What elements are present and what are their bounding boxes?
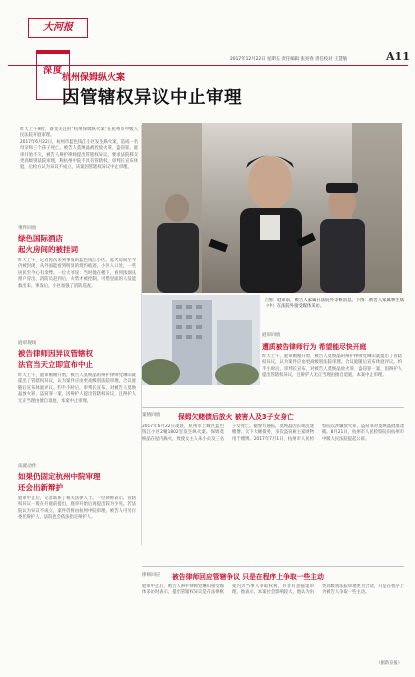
lower-rule <box>142 566 404 567</box>
lawyer-response-kicker: 律师回应 <box>142 573 161 578</box>
section-2-subtitle: 法官当天立即宣布中止 <box>18 360 93 369</box>
case-review-text: 2017年6月22日凌晨，杭州市上城区蓝色钱江小区2幢1802室发生纵火案。保姆莫焕晶在屋内纵火，致使女主人朱小贞及三名子女死亡。据警方通报，莫焕晶因长期沉迷赌博，欠下大额债务，多次盗窃雇主家财物用于赌博。2017年7月1日，杭州市人民检察院以涉嫌放火罪、盗窃罪对莫焕晶批准逮捕。8月21日，杭州市人民检察院向杭州市中级人民法院提起公诉。 <box>142 424 404 442</box>
photo-caption: 上图：庭审前，被告人家属在法院外等候消息。下图：被害人家属林生斌（中）在法院外接受媒体采访。 <box>264 298 404 310</box>
quote-box-text: 昨天上午，庭审刚刚开始，被告人莫焕晶的辩护律师党琳山就提出了管辖权异议，认为案件应由更高级别法院审理。合议庭随后宣布休庭评议。约半小时后，审判长宣布，对被告人莫焕晶放火罪、盗窃罪一案，因辩护人提出管辖权异议，且辩护人无正当理由擅自退庭，本案中止审理。 <box>262 354 402 379</box>
date-line: 2017年12月22日 星期五 责任编辑 张亮春 责任校对 王慧敏 <box>230 57 348 62</box>
section-2 <box>18 340 138 455</box>
section-3-subtitle: 还会出新辩护 <box>18 483 63 492</box>
credit-line: （据新京报） <box>376 661 402 666</box>
quote-box-kicker: 庭审回放 <box>262 333 281 338</box>
lawyer-response-text: 庭审中止后，被告人辩护律师党琳山接受媒体采访时表示，提出管辖权异议是在法律框架内为当事人争取权利，并非有意拖延审理。他表示，本案社会影响较大，他认为由更高级别法院审理更为合适，只是在程序上为被告人争取一些主动。 <box>142 584 404 596</box>
section-badge-bar <box>36 50 70 54</box>
quote-box-title: 遭质被告律师行为 希望能尽快开庭 <box>262 343 367 351</box>
section-1-subtitle: 起火房间的被挂词 <box>18 245 78 254</box>
section-1-kicker: 事件回放 <box>18 226 37 231</box>
section-2-text: 昨天上午，庭审刚刚开始，被告人莫焕晶的辩护律师党琳山就提出了管辖权异议，认为案件应由更高级别法院审理。合议庭随后宣布休庭评议。约半小时后，审判长宣布，对被告人莫焕晶放火罪、盗窃罪一案，因辩护人提出管辖权异议，且辩护人无正当理由擅自退庭，本案中止审理。 <box>18 373 136 404</box>
building-photo-illustration <box>142 295 260 385</box>
lawyer-response-title: 被告律师回应管辖争议 只是在程序上争取一些主动 <box>172 573 324 581</box>
lead-paragraph: 昨天上午9时，备受关注的“杭州保姆纵火案”在杭州市中级人民法院开庭审理。 2017年6月22日，杭州市蓝色钱江小区发生纵火案，造成一名母亲和三个孩子死亡。被告人莫焕晶被控放火罪、盗窃罪。庭审开始不久，被告人辩护律师提出管辖权异议，要求法院移交更高级别法院审理，称杭州中院不具有管辖权。审判长宣布休庭，后检方认为异议不成立，该案因管辖权异议中止审理。 <box>20 127 138 171</box>
section-3 <box>18 463 138 653</box>
main-photo-illustration <box>142 123 402 293</box>
mid-rule <box>142 407 404 408</box>
building-photo <box>142 295 260 385</box>
case-review-kicker: 案情回放 <box>142 413 161 418</box>
main-photo <box>142 123 402 293</box>
section-3-kicker: 法庭动作 <box>18 464 37 469</box>
section-1 <box>18 225 138 340</box>
section-2-kicker: 庭审现场 <box>18 341 37 346</box>
section-3-text: 庭审中止后，记者联系了相关法律人士。一位律师表示，管辖权异议一般在开庭前提出，庭审开始后再提出较为少见。若法院认为异议不成立，案件仍将由杭州中院审理，被告人可另行委托辩护人，法院也会依法指定辩护人。 <box>18 496 136 521</box>
case-review-title: 保姆欠赌债后放火 被害人及3子女身亡 <box>178 413 294 421</box>
case-review <box>142 412 404 562</box>
headline-main: 因管辖权异议中止审理 <box>62 88 242 108</box>
section-3-title: 如果仍固定杭州中院审理 <box>18 472 101 481</box>
quote-box <box>262 332 402 402</box>
headline-kicker: 杭州保姆纵火案 <box>62 73 126 83</box>
section-2-title: 被告律师因异议管辖权 <box>18 349 93 358</box>
paper-logo: 大河报 <box>28 18 88 38</box>
section-1-title: 绿色国际酒店 <box>18 234 63 243</box>
page-number: A11 <box>386 50 410 63</box>
lawyer-response <box>142 572 404 672</box>
section-label: 深度 <box>42 66 63 76</box>
section-1-text: 昨天上午，记者再次来到事发的蓝色钱江小区。起火房间至今仍被封闭，从外面能看到明显的烧灼痕迹。小区人口处，一些居民至今心有余悸。一位大爷说：当时他在楼下，看到浓烟从窗户冒出，消防员赶到后，火势才被控制，可惜里面的人没能救出来。事发后，小区加强了消防巡查。 <box>18 258 136 289</box>
masthead-rule <box>8 65 408 66</box>
